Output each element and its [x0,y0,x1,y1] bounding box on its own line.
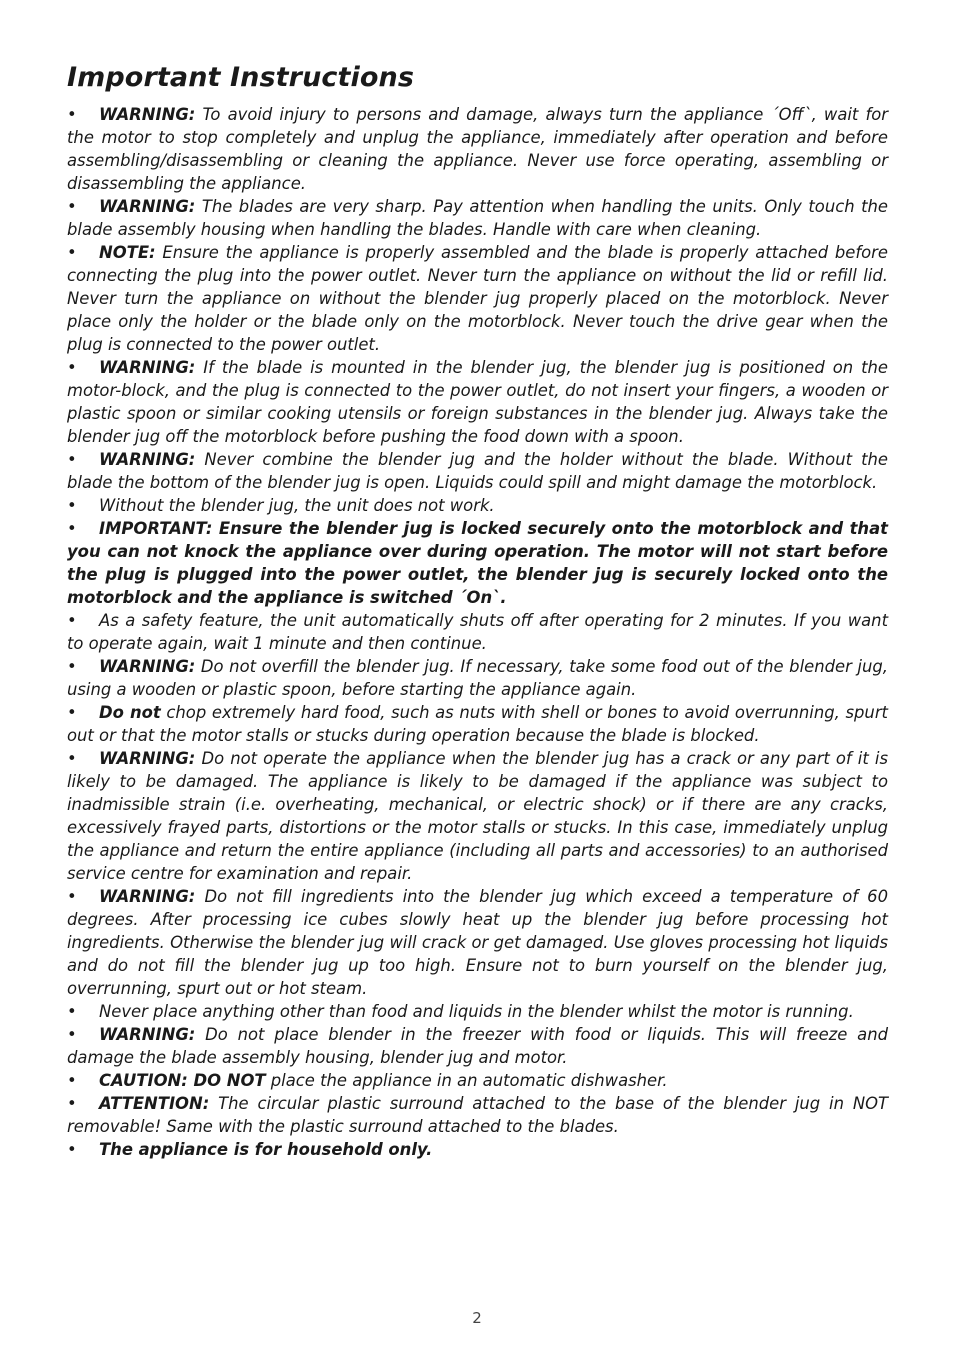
item-label: Do not [99,703,161,722]
bullet-icon: • [67,105,77,124]
item-label: CAUTION: DO NOT [99,1071,266,1090]
bullet-icon: • [67,703,77,722]
bullet-icon: • [67,358,77,377]
item-label: WARNING: [99,197,196,216]
list-item [67,1069,888,1092]
item-label: WARNING: [99,450,196,469]
bullet-icon: • [67,519,77,538]
page-number: 2 [472,1309,482,1327]
list-item [67,609,888,655]
list-item [67,885,888,1000]
item-text: chop extremely hard food, such as nuts with shell or bones to avoid overrunning, spurt out or that the motor stalls or stucks during operation because the blade is blocked. [67,703,888,745]
list-item [67,1092,888,1138]
bullet-icon: • [67,1140,77,1159]
bullet-icon: • [67,496,77,515]
bullet-icon: • [67,450,77,469]
list-item [67,241,888,356]
bullet-icon: • [67,197,77,216]
list-item [67,356,888,448]
bullet-icon: • [67,1025,77,1044]
item-label: WARNING: [99,749,196,768]
item-label: NOTE: [99,243,156,262]
item-text: Do not operate the appliance when the blender jug has a crack or any part of it is likely to be damaged. The appliance is likely to be damaged if the appliance was subject to inadmissible strain (i.e. overheating, mechanical, or electric shock) or if there are any cracks, excessively frayed parts, distortions or the motor stalls or stucks. In this case, immediately unplug the appliance and return the entire appliance (including all parts and accessories) to an authorised service centre for examination and repair. [67,749,888,883]
item-text: Ensure the blender jug is locked securely onto the motorblock and that you can not knock the appliance over during operation. The motor will not start before the plug is plugged into the power outlet, the blender jug is securely locked onto the motorblock and the appliance is switched ´On`. [67,519,888,607]
list-item [67,517,888,609]
bullet-icon: • [67,611,77,630]
list-item [67,1023,888,1069]
bullet-icon: • [67,657,77,676]
list-item [67,747,888,885]
item-text: Ensure the appliance is properly assembled and the blade is properly attached before connecting the plug into the power outlet. Never turn the appliance on without the lid or refill lid. Never turn the appliance on without the blender jug properly placed on the motorblock. Never place only the holder or the blade only on the motorblock. Never touch the drive gear when the plug is connected to the power outlet. [67,243,888,354]
instructions-list [67,103,888,1161]
bullet-icon: • [67,1071,77,1090]
item-text: If the blade is mounted in the blender jug, the blender jug is positioned on the motor-block, and the plug is connected to the power outlet, do not insert your fingers, a wooden or plastic spoon or similar cooking utensils or foreign substances in the blender jug. Always take the blender jug off the motorblock before pushing the food down with a spoon. [67,358,888,446]
bullet-icon: • [67,1094,77,1113]
list-item [67,103,888,195]
item-text: Do not place blender in the freezer with food or liquids. This will freeze and damage the blade assembly housing, blender jug and motor. [67,1025,888,1067]
item-label: The appliance is for household only. [99,1140,433,1159]
item-label: WARNING: [99,358,196,377]
item-label: WARNING: [99,887,196,906]
item-text: The blades are very sharp. Pay attention when handling the units. Only touch the blade assembly housing when handling the blades. Handle with care when cleaning. [67,197,888,239]
bullet-icon: • [67,887,77,906]
list-item [67,448,888,494]
item-text: Never combine the blender jug and the holder without the blade. Without the blade the bottom of the blender jug is open. Liquids could spill and might damage the motorblock. [67,450,888,492]
list-item [67,1138,888,1161]
list-item [67,1000,888,1023]
list-item [67,494,888,517]
item-text: To avoid injury to persons and damage, always turn the appliance ´Off`, wait for the motor to stop completely and unplug the appliance, immediately after operation and before assembling/disassembling or cleaning the appliance. Never use force operating, assembling or disassembling the appliance. [67,105,888,193]
bullet-icon: • [67,1002,77,1021]
item-text: Without the blender jug, the unit does not work. [99,496,495,515]
item-text: As a safety feature, the unit automatically shuts off after operating for 2 minutes. If you want to operate again, wait 1 minute and then continue. [67,611,888,653]
item-label: ATTENTION: [99,1094,210,1113]
item-text: Do not fill ingredients into the blender jug which exceed a temperature of 60 degrees. After processing ice cubes slowly heat up the blender jug before processing hot ingredients. Otherwise the blender jug will crack or get damaged. Use gloves processing hot liquids and do not fill the blender jug up too high. Ensure not to burn yourself on the blender jug, overrunning, spurt out or hot steam. [67,887,888,998]
item-label: WARNING: [99,105,196,124]
page-title: Important Instructions [67,62,415,93]
item-text: The circular plastic surround attached to the base of the blender jug in NOT removable! Same with the plastic surround attached to the blades. [67,1094,888,1136]
item-text: place the appliance in an automatic dishwasher. [265,1071,668,1090]
item-label: IMPORTANT: [99,519,213,538]
bullet-icon: • [67,243,77,262]
item-text: Do not overfill the blender jug. If necessary, take some food out of the blender jug, using a wooden or plastic spoon, before starting the appliance again. [67,657,888,699]
item-label: WARNING: [99,657,196,676]
bullet-icon: • [67,749,77,768]
item-text: Never place anything other than food and liquids in the blender whilst the motor is running. [99,1002,854,1021]
item-label: WARNING: [99,1025,196,1044]
list-item [67,195,888,241]
list-item [67,655,888,701]
list-item [67,701,888,747]
